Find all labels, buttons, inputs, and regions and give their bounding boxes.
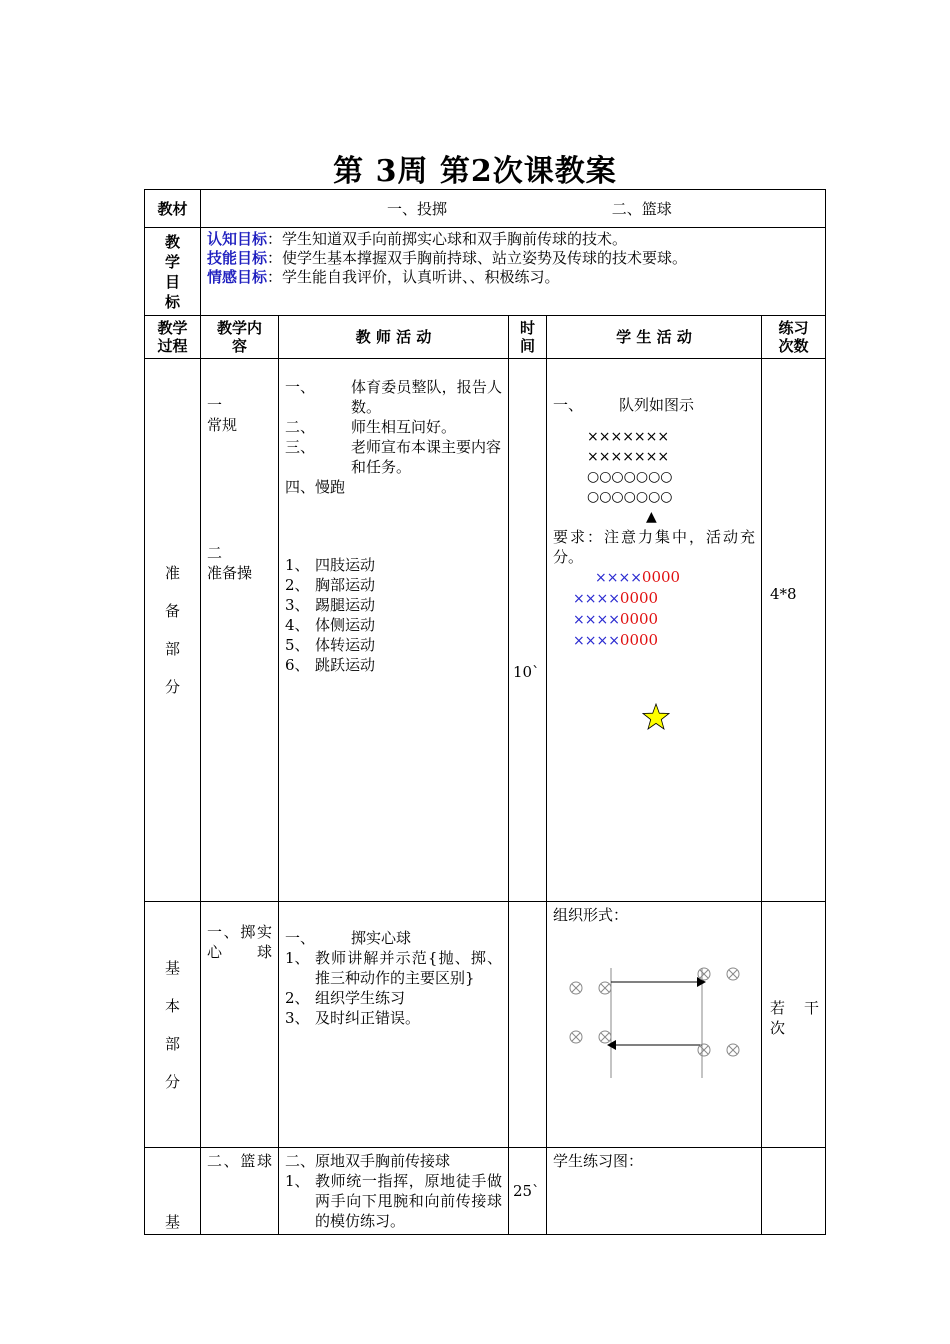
list-item: 3、 踢腿运动 xyxy=(285,596,376,614)
prep-content: 一 常规 二 准备操 xyxy=(201,359,279,902)
material-cell xyxy=(201,190,826,228)
prep-time: 10` xyxy=(509,359,547,902)
star-icon xyxy=(642,703,670,731)
throw-diagram xyxy=(559,960,749,1086)
material-row xyxy=(145,190,826,228)
material-label: 教材 xyxy=(145,190,201,228)
col-time: 时间 xyxy=(509,316,547,359)
basic2-section-row xyxy=(145,1148,826,1235)
col-student: 学 生 活 动 xyxy=(547,316,762,359)
basic-time xyxy=(509,902,547,1148)
basic-reps: 若 干次 xyxy=(762,902,826,1148)
formation2-row: ××××0000 xyxy=(573,631,659,649)
formation2-row: ××××0000 xyxy=(595,568,681,586)
list-item: 四、 慢跑 xyxy=(285,478,346,496)
goals-label: 教 学 目 标 xyxy=(145,228,201,316)
requirement-text: 要求：注意力集中，活动充分。 xyxy=(553,528,755,566)
basic2-content: 二、篮球 xyxy=(201,1148,279,1235)
list-item: 3、 及时纠正错误。 xyxy=(285,1009,421,1027)
list-item: 6、 跳跃运动 xyxy=(285,656,376,674)
basic2-reps xyxy=(762,1148,826,1235)
basic-section-row xyxy=(145,902,826,1148)
formation-row: ××××××× xyxy=(587,449,670,465)
material-2: 二、篮球 xyxy=(611,199,672,218)
col-reps: 练习次数 xyxy=(762,316,826,359)
basic2-teacher-activity: 二、原地双手胸前传接球 1、 教师统一指挥，原地徒手做两手向下甩腕和向前传接球的模仿练习。 xyxy=(279,1148,509,1235)
list-item: 1、 四肢运动 xyxy=(285,556,376,574)
goal-skill: 技能目标：使学生基本撑握双手胸前持球、站立姿势及传球的技术要球。 xyxy=(207,249,688,267)
teacher-marker-icon: ▲ xyxy=(646,509,657,525)
basic-content: 一、掷实心球 xyxy=(201,902,279,1148)
basic-stage: 基 本 部 分 xyxy=(145,902,201,1148)
organization-label: 组织形式： xyxy=(553,906,629,924)
lesson-plan-table xyxy=(144,189,826,1235)
page-title: 第 3周 第2次课教案 xyxy=(333,154,617,189)
list-item: 一、 体育委员整队，报告人数。 xyxy=(285,378,502,416)
material-1: 一、投掷 xyxy=(386,199,447,218)
prep-student-activity: 一、 队列如图示 ××××××× ××××××× ○○○○○○○ ○○○○○○○ ▲ 要求：注意力集中，活动充分。 ××××0000 ××××0000 ××××0000 ××××0000 xyxy=(547,359,762,902)
prep-stage: 准 备 部 分 xyxy=(145,359,201,902)
goals-cell xyxy=(201,228,826,316)
basic-student-activity xyxy=(547,902,762,1148)
basic2-time: 25` xyxy=(509,1148,547,1235)
basic-teacher-activity: 一、 掷实心球 1、 教师讲解并示范{抛、掷、推三种动作的主要区别} 2、 组织学生练习 3、 及时纠正错误。 xyxy=(279,902,509,1148)
list-item: 2、 胸部运动 xyxy=(285,576,376,594)
formation-row: ○○○○○○○ xyxy=(587,469,673,485)
list-item: 1、 教师统一指挥，原地徒手做两手向下甩腕和向前传接球的模仿练习。 xyxy=(285,1172,502,1230)
col-content: 教学内容 xyxy=(201,316,279,359)
list-item: 二、 师生相互问好。 xyxy=(285,418,457,436)
goal-affective: 情感目标：学生能自我评价，认真听讲、、积极练习。 xyxy=(207,268,560,286)
prep-reps: 4*8 xyxy=(762,359,826,902)
basic2-student-activity: 学生练习图： xyxy=(547,1148,762,1235)
col-teacher: 教 师 活 动 xyxy=(279,316,509,359)
list-item: 三、 老师宣布本课主要内容和任务。 xyxy=(285,438,502,476)
formation2-row: ××××0000 xyxy=(573,589,659,607)
formation2-row: ××××0000 xyxy=(573,610,659,628)
list-item: 4、 体侧运动 xyxy=(285,616,376,634)
col-process: 教学过程 xyxy=(145,316,201,359)
list-item: 5、 体转运动 xyxy=(285,636,376,654)
goal-cognitive: 认知目标：学生知道双手向前掷实心球和双手胸前传球的技术。 xyxy=(207,230,628,248)
list-item: 2、 组织学生练习 xyxy=(285,989,406,1007)
column-header-row xyxy=(145,316,826,359)
prep-teacher-activity xyxy=(279,359,509,902)
list-item: 1、 教师讲解并示范{抛、掷、推三种动作的主要区别} xyxy=(285,949,502,987)
prep-section-row xyxy=(145,359,826,902)
goals-row xyxy=(145,228,826,316)
formation-row: ○○○○○○○ xyxy=(587,489,673,505)
basic2-stage: 基 xyxy=(145,1148,201,1235)
formation-row: ××××××× xyxy=(587,429,670,445)
